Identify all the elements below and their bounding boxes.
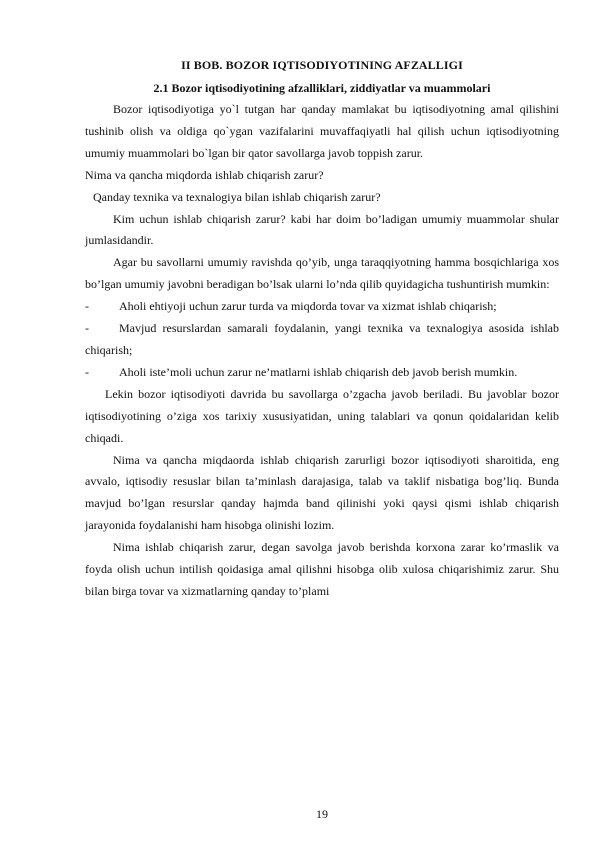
section-title: 2.1 Bozor iqtisodiyotining afzalliklari, ziddiyatlar va muammolari (153, 81, 491, 95)
list-item (85, 296, 559, 318)
question-line: Nima va qancha miqdorda ishlab chiqarish zarur? (85, 167, 324, 182)
paragraph: Lekin bozor iqtisodiyoti davrida bu savollarga o’zgacha javob beriladi. Bu javoblar bozor iqtisodiyotining o’ziga xos tarixiy xususiyatidan, uning talablari va qonun qoidalaridan kelib chiqadi. (85, 386, 559, 445)
paragraph: Agar bu savollarni umumiy ravishda qo’yib, unga taraqqiyotning hamma bosqichlariga xos bo’lgan umumiy javobni beradigan bo’lsak ularni lo’nda qilib quyidagicha tushuntirish mumkin: (85, 255, 559, 292)
paragraph: Nima va qancha miqdaorda ishlab chiqarish zarurligi bozor iqtisodiyoti sharoitida, eng avvalo, iqtisodiy resuslar bilan ta’minlash darajasiga, talab va taklif nisbatiga bog’liq. Bunda mavjud bo’lgan resurslar qanday hajmda band qilinishi yoki qaysi qismi ishlab chiqarish jarayonida foydalanishi ham hisobga olinishi lozim. (85, 452, 559, 533)
list-marker: - (85, 299, 89, 314)
list-item-text: Aholi iste’moli uchun zarur ne’matlarni ishlab chiqarish deb javob berish mumkin. (119, 364, 518, 379)
body-text (85, 99, 559, 603)
paragraph: Bozor iqtisodiyotiga yo`l tutgan har qanday mamlakat bu iqtisodiyotning amal qilishini tushinib olish va oldiga qo`ygan vazifalarini muvaffaqiyatli hal qilish uchun iqtisodiyotning umumiy muammolari bo`lgan bir qator savollarga javob toppish zarur. (85, 102, 559, 160)
list-item (85, 362, 559, 384)
list-marker: - (85, 321, 89, 336)
chapter-title: II BOB. BOZOR IQTISODIYOTINING AFZALLIGI (181, 58, 463, 72)
page-number: 19 (316, 807, 328, 821)
list-item-text: Mavjud resurslardan samarali foydalanin, yangi texnika va texnalogiya asosida ishlab chiqarish; (85, 321, 559, 357)
list-item (85, 318, 559, 362)
list-marker: - (85, 364, 89, 379)
list-item-text: Aholi ehtiyoji uchun zarur turda va miqdorda tovar va xizmat ishlab chiqarish; (119, 299, 497, 314)
paragraph: Kim uchun ishlab chiqarish zarur? kabi har doim bo’ladigan umumiy muammolar shular jumlasidandir. (85, 211, 559, 248)
paragraph: Nima ishlab chiqarish zarur, degan savolga javob berishda korxona zarar ko’rmaslik va foyda olish uchun intilish qoidasiga amal qilishni hisobga olib xulosa chiqarishimiz zarur. Shu bilan birga tovar va xizmatlarning qanday to’plami (85, 540, 559, 598)
question-line: Qanday texnika va texnalogiya bilan ishlab chiqarish zarur? (93, 189, 381, 204)
